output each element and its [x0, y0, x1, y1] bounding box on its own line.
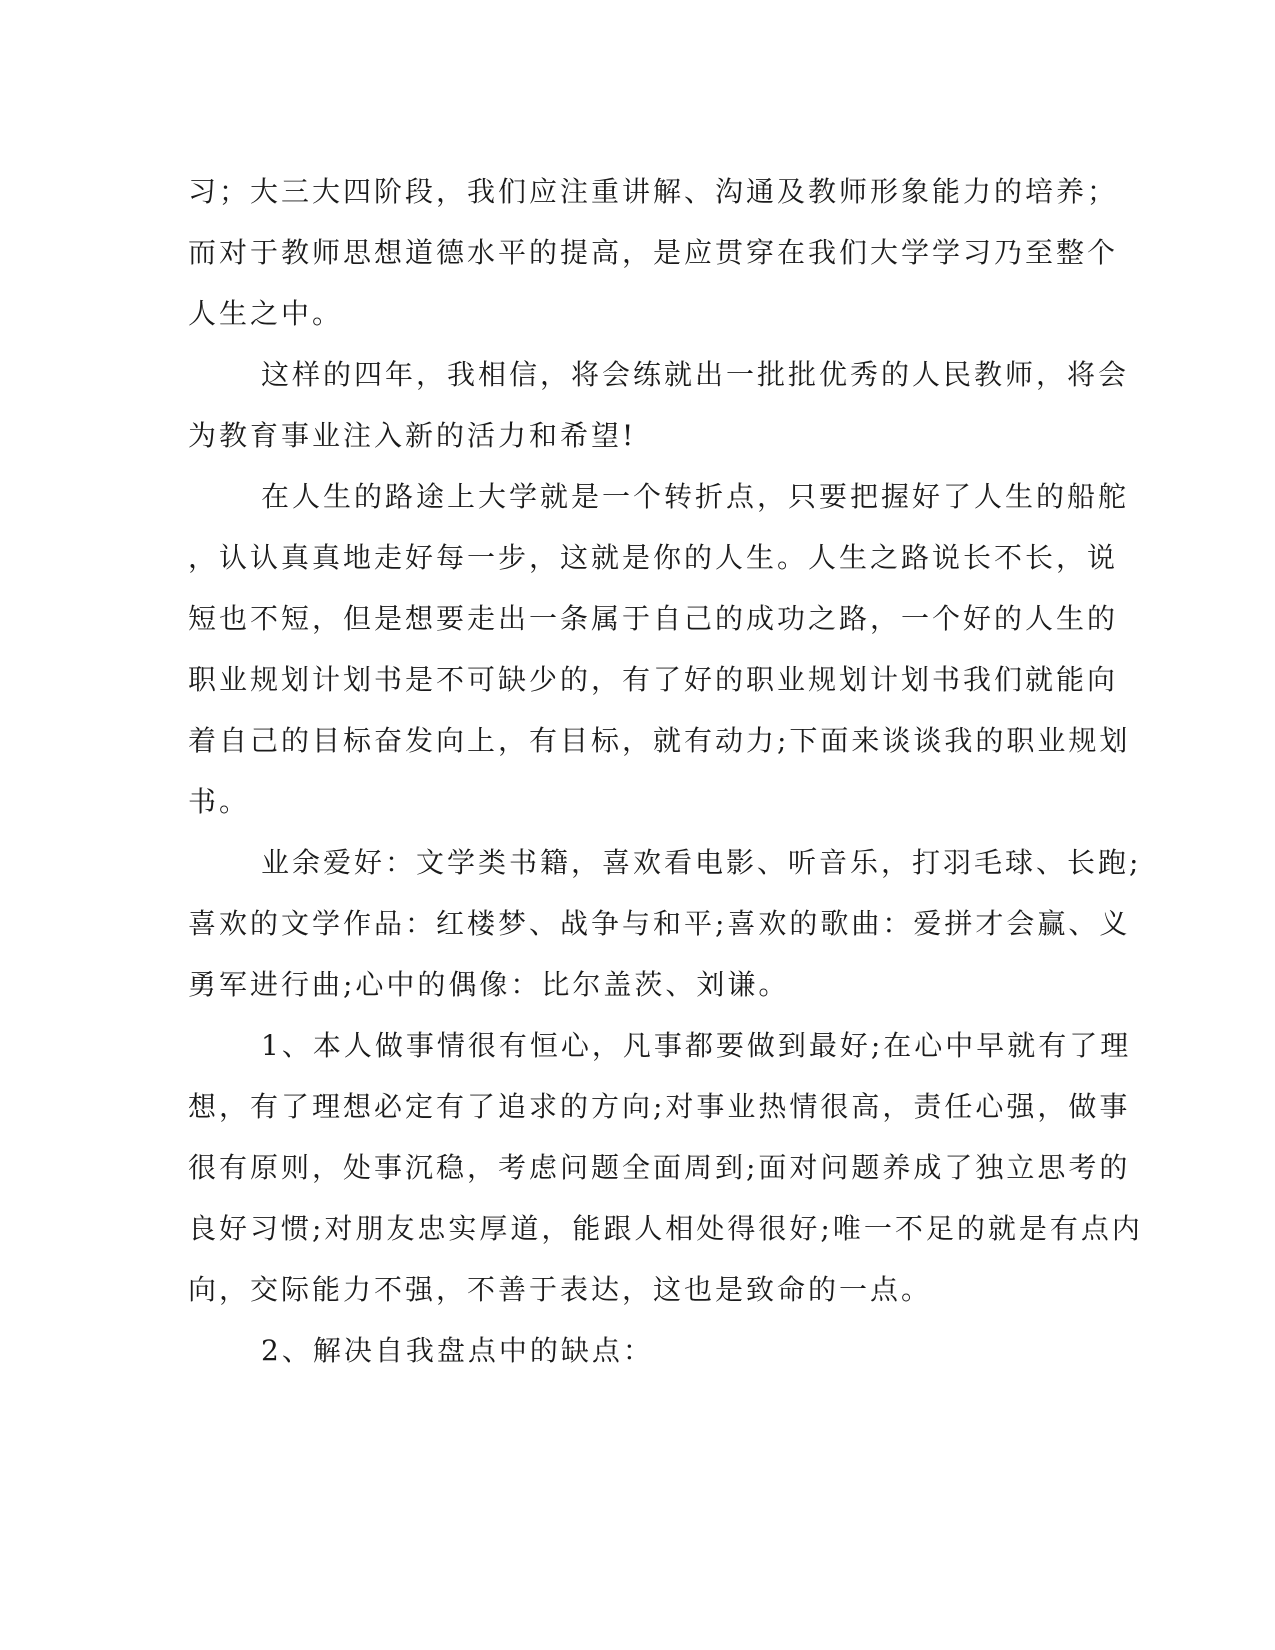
paragraph-5	[188, 1015, 1143, 1320]
text-line: 为教育事业注入新的活力和希望!	[188, 419, 637, 452]
paragraph-6	[188, 1320, 1088, 1381]
paragraph-4	[188, 832, 1142, 1015]
text-line: 想，有了理想必定有了追求的方向;对事业热情很高，责任心强，做事	[188, 1090, 1131, 1123]
text-line: 职业规划计划书是不可缺少的，有了好的职业规划计划书我们就能向	[188, 663, 1119, 696]
text-line: 这样的四年，我相信，将会练就出一批批优秀的人民教师，将会	[261, 358, 1130, 391]
paragraph-1	[188, 161, 1119, 344]
text-line: 业余爱好：文学类书籍，喜欢看电影、听音乐，打羽毛球、长跑;	[261, 846, 1142, 879]
text-line: 着自己的目标奋发向上，有目标，就有动力;下面来谈谈我的职业规划	[188, 724, 1131, 757]
paragraph-3	[188, 466, 1131, 832]
text-line: 短也不短，但是想要走出一条属于自己的成功之路，一个好的人生的	[188, 602, 1119, 635]
text-line: 习；大三大四阶段，我们应注重讲解、沟通及教师形象能力的培养；	[188, 175, 1119, 208]
text-line: 向，交际能力不强，不善于表达，这也是致命的一点。	[188, 1273, 933, 1306]
text-line: 良好习惯;对朋友忠实厚道，能跟人相处得很好;唯一不足的就是有点内	[188, 1212, 1143, 1245]
text-line: 1、本人做事情很有恒心，凡事都要做到最好;在心中早就有了理	[261, 1029, 1132, 1062]
text-line: 勇军进行曲;心中的偶像：比尔盖茨、刘谦。	[188, 968, 790, 1001]
paragraph-2	[188, 344, 1130, 466]
text-line: ，认认真真地走好每一步，这就是你的人生。人生之路说长不长，说	[188, 541, 1119, 574]
text-line: 喜欢的文学作品：红楼梦、战争与和平;喜欢的歌曲：爱拼才会赢、义	[188, 907, 1131, 940]
text-line: 在人生的路途上大学就是一个转折点，只要把握好了人生的船舵	[261, 480, 1130, 513]
text-line: 很有原则，处事沉稳，考虑问题全面周到;面对问题养成了独立思考的	[188, 1151, 1131, 1184]
text-line: 人生之中。	[188, 297, 344, 330]
text-line: 书。	[188, 785, 251, 818]
text-line: 2、解决自我盘点中的缺点：	[261, 1334, 654, 1367]
document-body	[188, 161, 1143, 1381]
text-line: 而对于教师思想道德水平的提高，是应贯穿在我们大学学习乃至整个	[188, 236, 1119, 269]
